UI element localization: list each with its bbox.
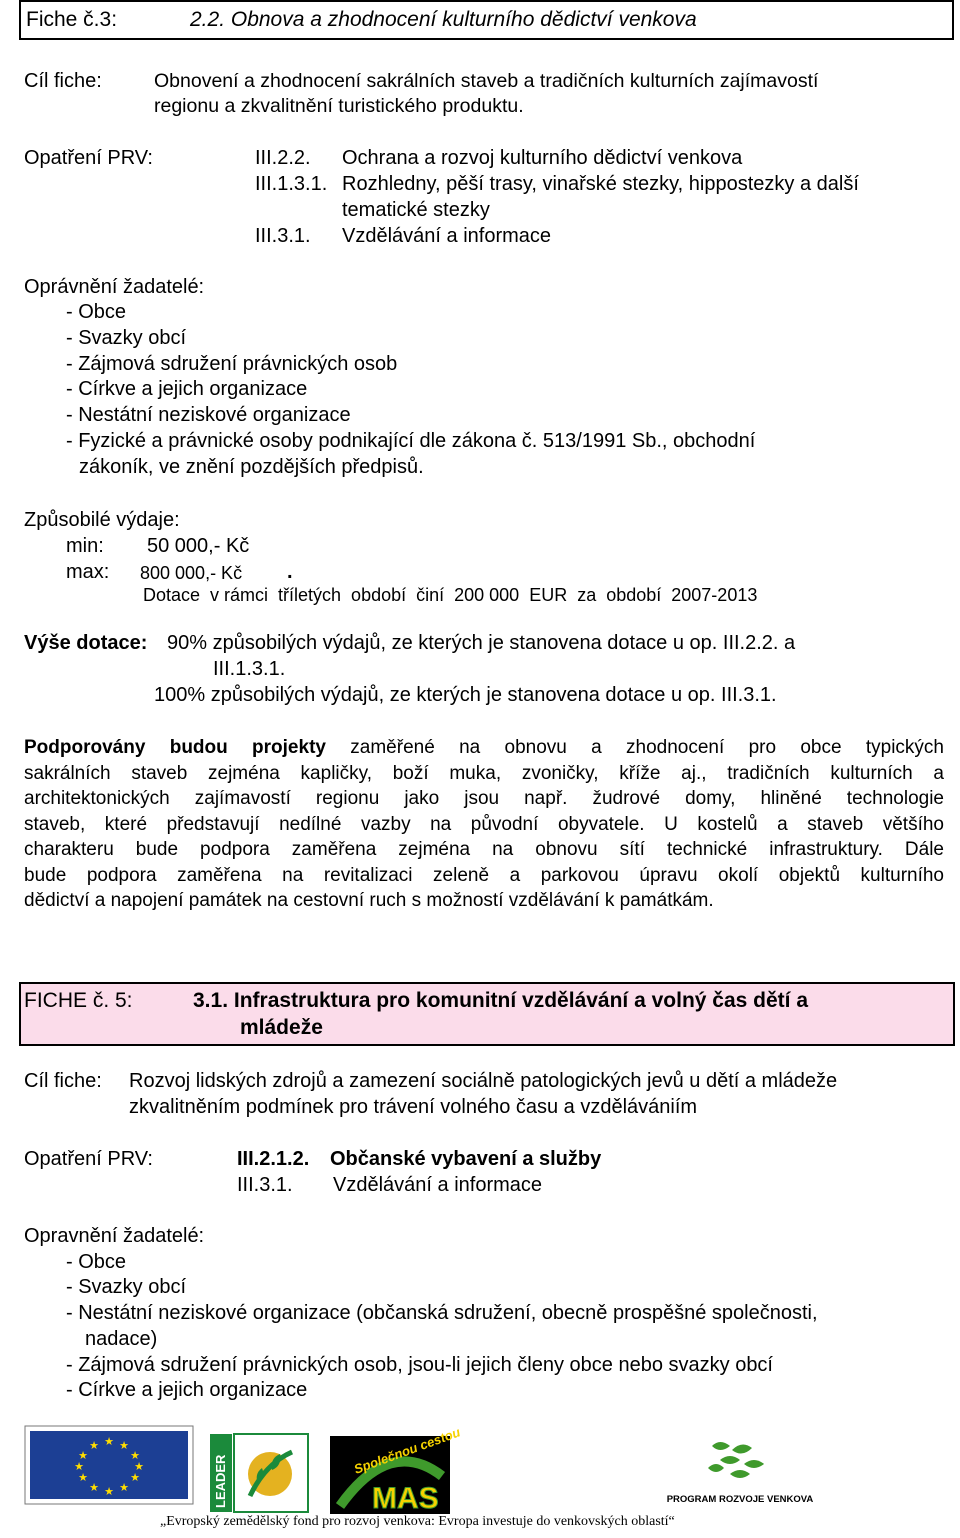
applicants-label: Oprávnění žadatelé: bbox=[24, 276, 205, 298]
program-rozvoje-venkova-logo bbox=[660, 1438, 820, 1508]
applicant-item-continued: zákoník, ve znění pozdějších předpisů. bbox=[79, 456, 424, 478]
fiche-number: FICHE č. 5: bbox=[24, 989, 133, 1012]
measure-code: III.3.1. bbox=[255, 225, 311, 247]
measure-code: III.2.2. bbox=[255, 147, 311, 169]
supported-text-line: dědictví a napojení památek na cestovní ruch s možností vzdělávání k památkám. bbox=[24, 890, 714, 911]
subsidy-note: Dotace v rámci tříletých období činí 200 000 EUR za období 2007-2013 bbox=[143, 585, 758, 605]
svg-text:★: ★ bbox=[104, 1485, 114, 1498]
svg-text:★: ★ bbox=[78, 1471, 88, 1484]
goal-text-line1: Obnovení a zhodnocení sakrálních staveb a tradičních kulturních zajímavostí bbox=[154, 70, 819, 92]
applicant-item: - Obce bbox=[66, 301, 127, 323]
rate-label: Výše dotace: bbox=[24, 632, 148, 654]
measure-code: III.1.3.1. bbox=[255, 173, 328, 195]
supported-text-line: staveb, které představují nedílné vazby na původní obyvatele. U kostelů a staveb většího bbox=[24, 813, 944, 835]
applicant-item: - Svazky obcí bbox=[66, 327, 187, 349]
costs-label: Způsobilé výdaje: bbox=[24, 509, 180, 531]
goal-label: Cíl fiche: bbox=[24, 70, 102, 92]
fiche-title: 3.1. Infrastruktura pro komunitní vzdělávání a volný čas dětí a bbox=[193, 989, 809, 1012]
leader-logo-text: LEADER bbox=[213, 1454, 228, 1508]
measure-text: Vzdělávání a informace bbox=[342, 225, 552, 247]
fiche-number: Fiche č.3: bbox=[26, 8, 118, 31]
max-suffix: . bbox=[287, 561, 293, 583]
mas-logo-text: MAS bbox=[372, 1482, 439, 1515]
svg-text:★: ★ bbox=[78, 1449, 88, 1462]
goal-text-line2: zkvalitněním podmínek pro trávení volného času a vzdělávániím bbox=[129, 1096, 698, 1118]
applicant-item: - Církve a jejich organizace bbox=[66, 1379, 308, 1401]
measure-label: Opatření PRV: bbox=[24, 1148, 153, 1170]
prv-logo-text: PROGRAM ROZVOJE VENKOVA bbox=[666, 1494, 814, 1505]
svg-text:★: ★ bbox=[119, 1439, 129, 1452]
svg-text:★: ★ bbox=[119, 1481, 129, 1494]
applicant-item: - Obce bbox=[66, 1251, 127, 1273]
applicants-label: Opravnění žadatelé: bbox=[24, 1225, 205, 1247]
applicant-item: - Nestátní neziskové organizace bbox=[66, 404, 351, 426]
max-label: max: bbox=[66, 561, 110, 583]
supported-projects-lead: Podporovány budou projekty bbox=[24, 737, 326, 758]
svg-text:★: ★ bbox=[134, 1460, 144, 1473]
rate-line: 100% způsobilých výdajů, ze kterých je stanovena dotace u op. III.3.1. bbox=[154, 684, 777, 706]
measure-text-continued: tematické stezky bbox=[342, 199, 490, 221]
eu-flag-logo bbox=[24, 1425, 194, 1505]
footer-slogan: „Evropský zemědělský fond pro rozvoj venkova: Evropa investuje do venkovských oblastí“ bbox=[160, 1514, 675, 1529]
svg-text:★: ★ bbox=[89, 1439, 99, 1452]
rate-line-continued: III.1.3.1. bbox=[213, 658, 286, 680]
goal-label: Cíl fiche: bbox=[24, 1070, 102, 1092]
measure-text: Ochrana a rozvoj kulturního dědictví venkova bbox=[342, 147, 743, 169]
applicant-item: - Svazky obcí bbox=[66, 1276, 187, 1298]
supported-text-line: bude podpora zaměřena na revitalizaci zeleně a parkovou úpravu okolí objektů kulturního bbox=[24, 864, 944, 886]
measure-text: Rozhledny, pěší trasy, vinařské stezky, hippostezky a další bbox=[342, 173, 859, 195]
measure-text: Vzdělávání a informace bbox=[333, 1174, 543, 1196]
min-label: min: bbox=[66, 535, 104, 557]
applicant-item-continued: nadace) bbox=[85, 1328, 158, 1350]
applicant-item: - Fyzické a právnické osoby podnikající dle zákona č. 513/1991 Sb., obchodní bbox=[66, 430, 756, 452]
svg-text:★: ★ bbox=[104, 1435, 114, 1448]
min-value: 50 000,- Kč bbox=[147, 535, 250, 557]
applicant-item: - Zájmová sdružení právnických osob bbox=[66, 353, 398, 375]
applicant-item: - Zájmová sdružení právnických osob, jsou-li jejich členy obce nebo svazky obcí bbox=[66, 1354, 773, 1376]
measure-text: Občanské vybavení a služby bbox=[330, 1148, 602, 1170]
rate-line: 90% způsobilých výdajů, ze kterých je stanovena dotace u op. III.2.2. a bbox=[167, 632, 796, 654]
mas-arc-text: Společnou cestou bbox=[351, 1424, 463, 1477]
svg-text:★: ★ bbox=[89, 1481, 99, 1494]
goal-text-line1: Rozvoj lidských zdrojů a zamezení sociálně patologických jevů u dětí a mládeže bbox=[129, 1070, 838, 1092]
supported-projects-paragraph bbox=[24, 735, 944, 914]
fiche-title: 2.2. Obnova a zhodnocení kulturního dědictví venkova bbox=[190, 8, 697, 31]
goal-text-line2: regionu a zkvalitnění turistického produktu. bbox=[154, 95, 524, 117]
svg-text:★: ★ bbox=[74, 1460, 84, 1473]
measure-label: Opatření PRV: bbox=[24, 147, 153, 169]
applicant-item: - Nestátní neziskové organizace (občanská sdružení, obecně prospěšné společnosti, bbox=[66, 1302, 818, 1324]
svg-text:★: ★ bbox=[130, 1449, 140, 1462]
fiche-title-continued: mládeže bbox=[240, 1016, 323, 1039]
supported-text-line: sakrálních staveb zejména kapličky, boží muka, zvoničky, kříže aj., tradičních kulturních a bbox=[24, 762, 944, 784]
measure-code: III.2.1.2. bbox=[237, 1148, 310, 1170]
applicant-item: - Církve a jejich organizace bbox=[66, 378, 308, 400]
leader-logo bbox=[210, 1434, 310, 1512]
measure-code: III.3.1. bbox=[237, 1174, 293, 1196]
supported-text-line: zaměřené na obnovu a zhodnocení pro obce typických bbox=[325, 737, 945, 758]
svg-text:★: ★ bbox=[130, 1471, 140, 1484]
supported-text-line: charakteru bude podpora zaměřena zejména na obnovu sítí technické infrastruktury. Dále bbox=[24, 839, 944, 860]
supported-text-line: architektonických zajímavostí regionu jako jsou např. žudrové domy, hliněné technologie bbox=[24, 788, 944, 809]
max-value: 800 000,- Kč bbox=[140, 563, 243, 583]
mas-logo bbox=[330, 1424, 463, 1515]
